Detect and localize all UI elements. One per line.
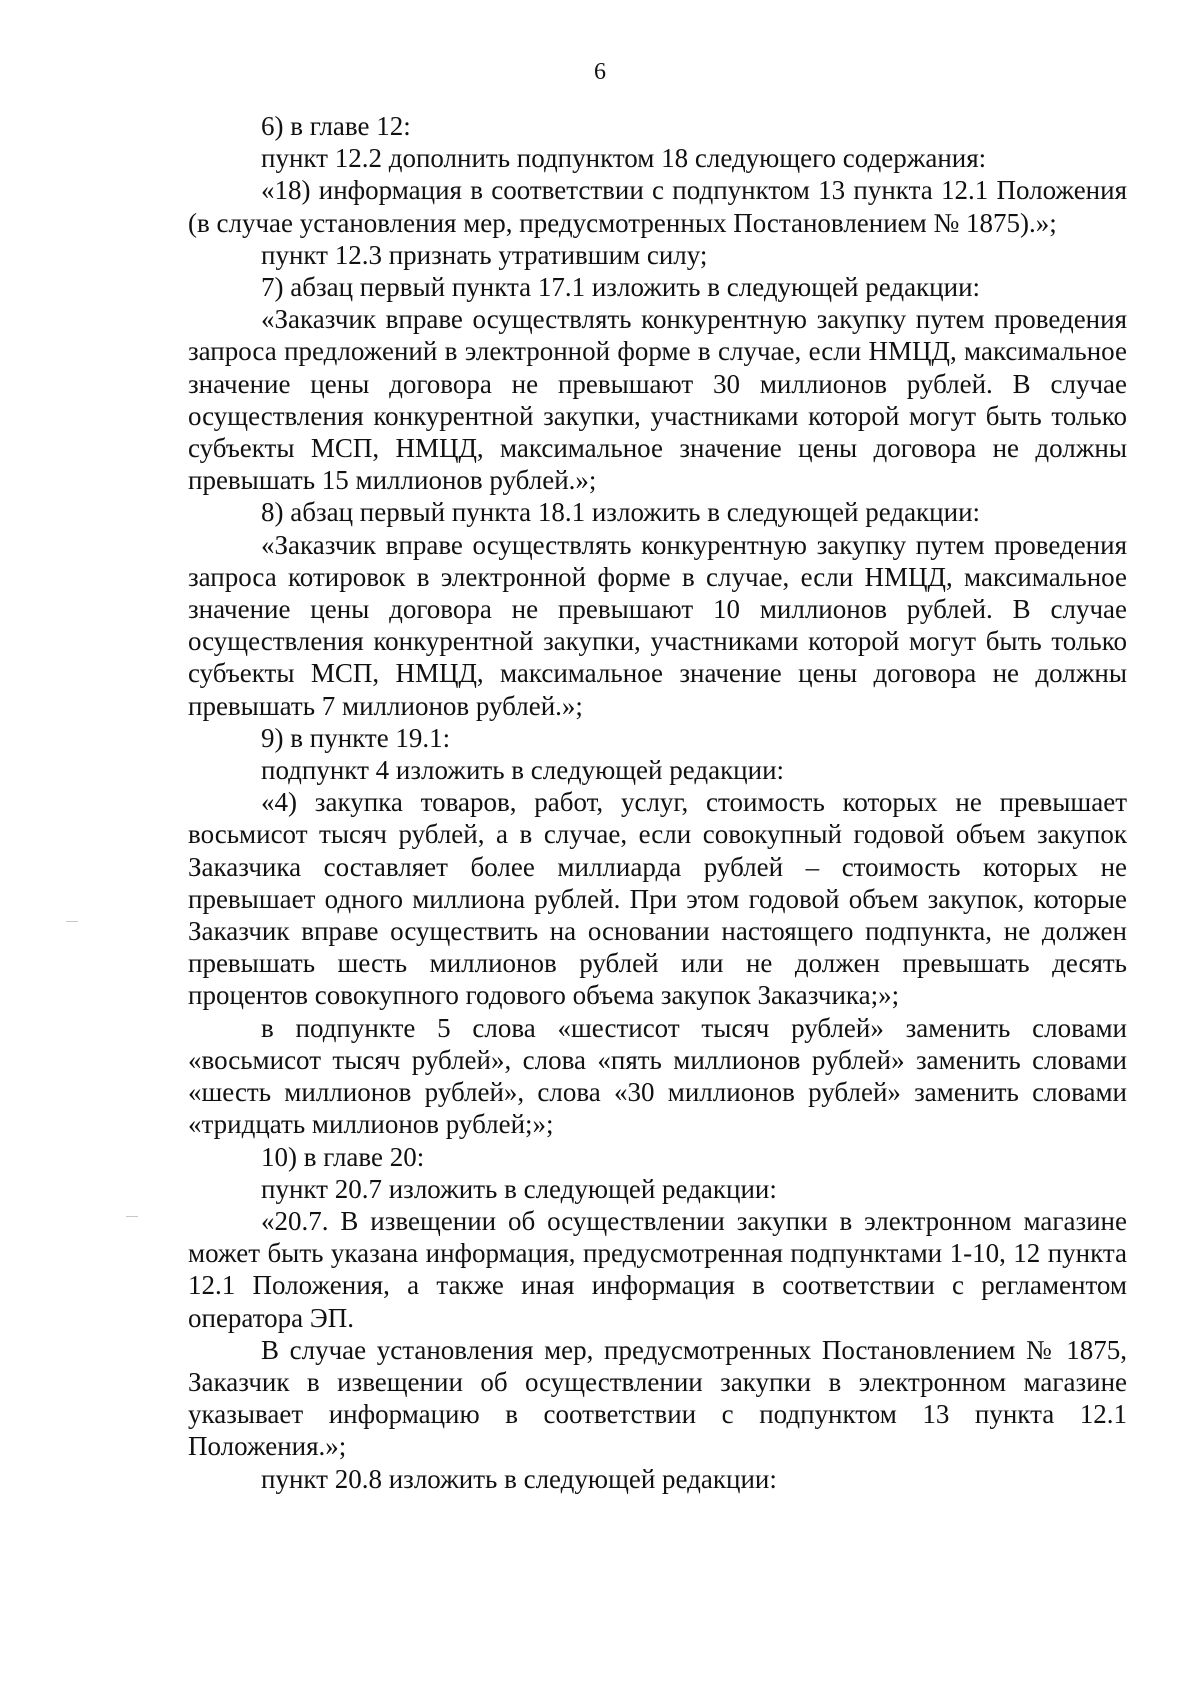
paragraph: подпункт 4 изложить в следующей редакции: [261,755,785,786]
document-body [188,110,1127,1495]
page-number: 6 [594,59,606,85]
paragraph: пункт 12.2 дополнить подпунктом 18 следующего содержания: [261,143,987,174]
paragraph: «Заказчик вправе осуществлять конкурентную закупку путем проведения запроса котировок в электронной форме в случае, если НМЦД, максимальное значение цены договора не превышают 10 миллионов рублей. В случае осуществления конкурентной закупки, участниками которой могут быть только субъекты МСП, НМЦД, максимальное значение цены договора не должны превышать 7 миллионов рублей.»; [188,529,1127,721]
paragraph: пункт 20.7 изложить в следующей редакции: [261,1173,777,1204]
paragraph: «Заказчик вправе осуществлять конкурентную закупку путем проведения запроса предложений в электронной форме в случае, если НМЦД, максимальное значение цены договора не превышают 30 миллионов рублей. В случае осуществления конкурентной закупки, участниками которой могут быть только субъекты МСП, НМЦД, максимальное значение цены договора не должны превышать 15 миллионов рублей.»; [188,304,1127,496]
paragraph: 8) абзац первый пункта 18.1 изложить в следующей редакции: [261,497,981,528]
scan-margin-mark [126,1216,138,1217]
paragraph: пункт 20.8 изложить в следующей редакции: [261,1463,777,1494]
paragraph: в подпункте 5 слова «шестисот тысяч рублей» заменить словами «восьмисот тысяч рублей», слова «пять миллионов рублей» заменить словами «шесть миллионов рублей», слова «30 миллионов рублей» заменить словами «тридцать миллионов рублей;»; [188,1012,1127,1140]
paragraph: «4) закупка товаров, работ, услуг, стоимость которых не превышает восьмисот тысяч рублей, а в случае, если совокупный годовой объем закупок Заказчика составляет более миллиарда рублей – стоимость которых не превышает одного миллиона рублей. При этом годовой объем закупок, которые Заказчик вправе осуществить на основании настоящего подпункта, не должен превышать шесть миллионов рублей или не должен превышать десять процентов совокупного годового объема закупок Заказчика;»; [188,787,1127,1011]
paragraph: «20.7. В извещении об осуществлении закупки в электронном магазине может быть указана информация, предусмотренная подпунктами 1-10, 12 пункта 12.1 Положения, а также иная информация в соответствии с регламентом оператора ЭП. [188,1205,1127,1333]
paragraph: 6) в главе 12: [261,111,411,141]
paragraph: «18) информация в соответствии с подпунктом 13 пункта 12.1 Положения (в случае установления мер, предусмотренных Постановлением № 1875).»; [188,175,1127,238]
paragraph: 9) в пункте 19.1: [261,722,451,753]
paragraph: 10) в главе 20: [261,1141,425,1172]
paragraph: 7) абзац первый пункта 17.1 изложить в следующей редакции: [261,272,981,303]
scan-margin-mark [66,921,78,922]
paragraph: пункт 12.3 признать утратившим силу; [261,239,708,270]
paragraph: В случае установления мер, предусмотренных Постановлением № 1875, Заказчик в извещении об осуществлении закупки в электронном магазине указывает информацию в соответствии с подпунктом 13 пункта 12.1 Положения.»; [188,1334,1127,1462]
